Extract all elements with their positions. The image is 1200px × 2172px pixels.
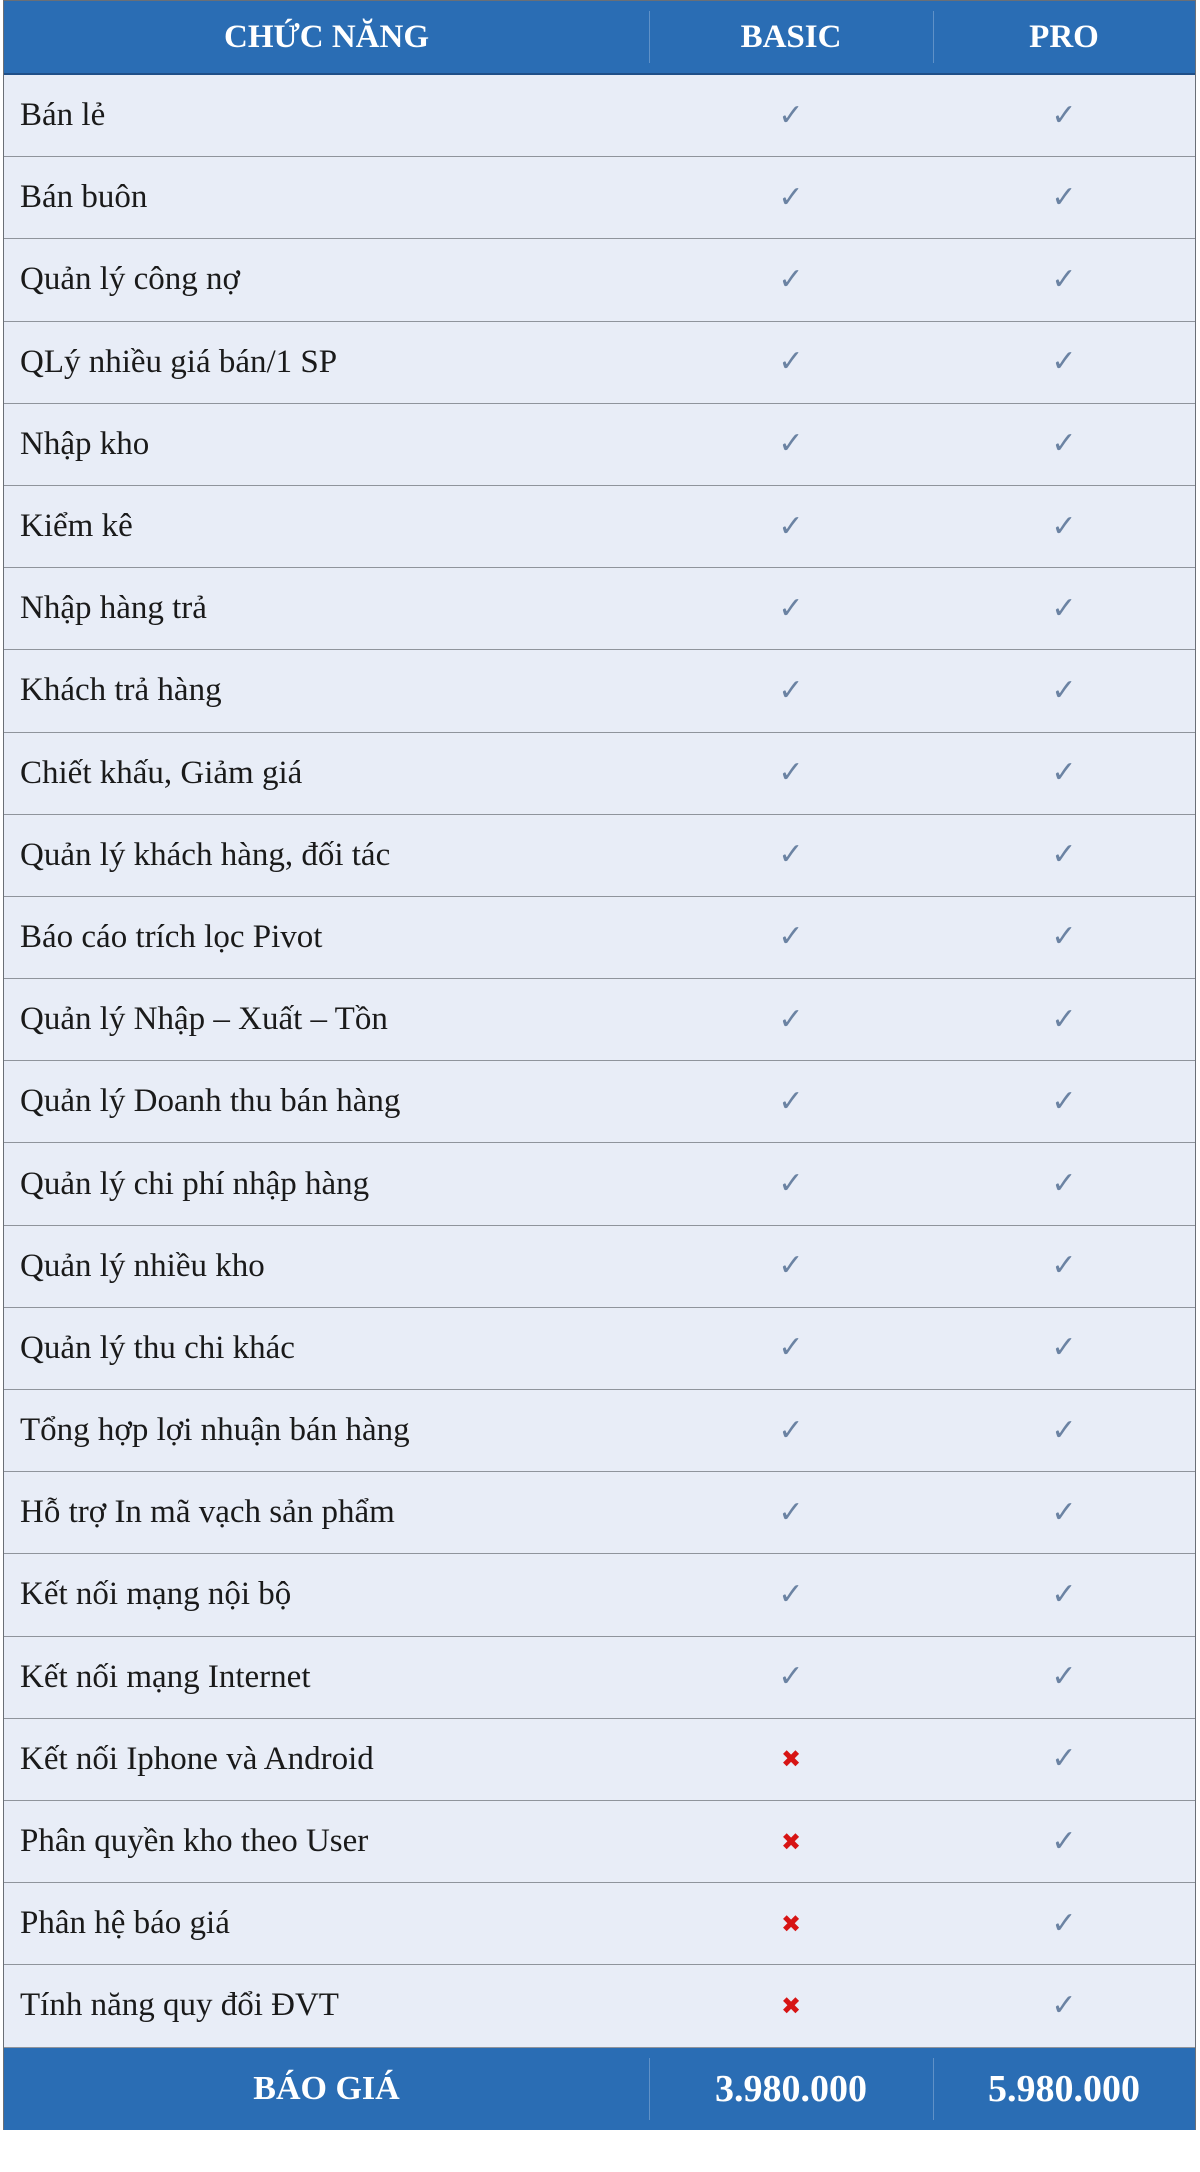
price-label: BÁO GIÁ (253, 2069, 400, 2107)
basic-support-cell (649, 1965, 933, 2047)
check-icon: ✓ (1051, 1659, 1077, 1695)
header-feature-cell (4, 1, 649, 75)
check-icon: ✓ (1051, 1741, 1077, 1777)
check-icon: ✓ (1051, 1823, 1077, 1859)
basic-support-cell (649, 1061, 933, 1143)
pro-support-cell (933, 733, 1195, 815)
feature-cell (4, 1143, 649, 1225)
check-icon: ✓ (778, 179, 804, 215)
pro-support-cell (933, 1308, 1195, 1390)
feature-cell (4, 322, 649, 404)
pro-support-cell (933, 979, 1195, 1061)
pro-price-cell (933, 2048, 1195, 2130)
feature-cell (4, 650, 649, 732)
feature-label: Quản lý Doanh thu bán hàng (20, 1083, 401, 1120)
check-icon: ✓ (1051, 426, 1077, 462)
feature-cell (4, 157, 649, 239)
pro-support-cell (933, 568, 1195, 650)
feature-cell (4, 486, 649, 568)
basic-support-cell (649, 897, 933, 979)
feature-label: Bán buôn (20, 179, 148, 216)
check-icon: ✓ (778, 1083, 804, 1119)
basic-support-cell (649, 733, 933, 815)
feature-label: Báo cáo trích lọc Pivot (20, 918, 323, 955)
feature-label: Phân hệ báo giá (20, 1905, 230, 1942)
feature-cell (4, 1308, 649, 1390)
feature-label: Nhập hàng trả (20, 590, 207, 627)
feature-label: Chiết khấu, Giảm giá (20, 754, 303, 791)
check-icon: ✓ (1051, 1576, 1077, 1612)
check-icon: ✓ (1051, 179, 1077, 215)
feature-cell (4, 404, 649, 486)
feature-label: Bán lẻ (20, 97, 106, 134)
feature-cell (4, 75, 649, 157)
pro-support-cell (933, 1226, 1195, 1308)
pro-support-cell (933, 404, 1195, 486)
basic-support-cell (649, 1637, 933, 1719)
basic-support-cell (649, 404, 933, 486)
pro-support-cell (933, 322, 1195, 404)
basic-price: 3.980.000 (715, 2067, 867, 2110)
check-icon: ✓ (778, 1166, 804, 1202)
check-icon: ✓ (1051, 1330, 1077, 1366)
pro-support-cell (933, 239, 1195, 321)
basic-support-cell (649, 1226, 933, 1308)
feature-cell (4, 1965, 649, 2047)
basic-support-cell (649, 157, 933, 239)
basic-support-cell (649, 486, 933, 568)
table-grid (4, 1, 1195, 2129)
check-icon: ✓ (778, 344, 804, 380)
header-basic-label: BASIC (740, 18, 842, 55)
feature-cell (4, 1637, 649, 1719)
footer-label-cell (4, 2048, 649, 2130)
header-basic-cell (649, 1, 933, 75)
basic-support-cell (649, 815, 933, 897)
check-icon: ✓ (1051, 1987, 1077, 2023)
feature-cell (4, 1061, 649, 1143)
feature-cell (4, 239, 649, 321)
feature-label: Quản lý khách hàng, đối tác (20, 836, 391, 873)
check-icon: ✓ (1051, 755, 1077, 791)
check-icon: ✓ (1051, 590, 1077, 626)
pro-support-cell (933, 1390, 1195, 1472)
feature-cell (4, 1390, 649, 1472)
feature-cell (4, 979, 649, 1061)
pro-support-cell (933, 815, 1195, 897)
feature-label: Phân quyền kho theo User (20, 1823, 369, 1860)
check-icon: ✓ (1051, 1905, 1077, 1941)
check-icon: ✓ (1051, 1248, 1077, 1284)
check-icon: ✓ (778, 1248, 804, 1284)
feature-cell (4, 733, 649, 815)
check-icon: ✓ (1051, 261, 1077, 297)
check-icon: ✓ (778, 837, 804, 873)
header-pro-cell (933, 1, 1195, 75)
check-icon: ✓ (1051, 1001, 1077, 1037)
feature-label: Kết nối mạng Internet (20, 1658, 311, 1695)
basic-price-cell (649, 2048, 933, 2130)
feature-label: Kiểm kê (20, 508, 133, 545)
feature-cell (4, 568, 649, 650)
basic-support-cell (649, 979, 933, 1061)
pricing-comparison-table (3, 0, 1196, 2130)
check-icon: ✓ (1051, 1494, 1077, 1530)
pro-support-cell (933, 157, 1195, 239)
pro-support-cell (933, 897, 1195, 979)
check-icon: ✓ (778, 426, 804, 462)
header-feature-label: CHỨC NĂNG (223, 18, 429, 55)
basic-support-cell (649, 568, 933, 650)
feature-cell (4, 1472, 649, 1554)
feature-label: Quản lý Nhập – Xuất – Tồn (20, 1001, 388, 1038)
feature-label: Hỗ trợ In mã vạch sản phẩm (20, 1494, 395, 1531)
pro-support-cell (933, 1472, 1195, 1554)
check-icon: ✓ (1051, 97, 1077, 133)
feature-cell (4, 815, 649, 897)
header-pro-label: PRO (1029, 18, 1099, 55)
pro-support-cell (933, 1801, 1195, 1883)
check-icon: ✓ (1051, 837, 1077, 873)
check-icon: ✓ (778, 261, 804, 297)
feature-label: Kết nối mạng nội bộ (20, 1576, 292, 1613)
cross-icon: ✖ (780, 1827, 802, 1856)
feature-cell (4, 1719, 649, 1801)
check-icon: ✓ (778, 590, 804, 626)
check-icon: ✓ (1051, 1166, 1077, 1202)
check-icon: ✓ (1051, 1412, 1077, 1448)
basic-support-cell (649, 239, 933, 321)
basic-support-cell (649, 1883, 933, 1965)
check-icon: ✓ (778, 1659, 804, 1695)
check-icon: ✓ (1051, 919, 1077, 955)
pro-support-cell (933, 1143, 1195, 1225)
cross-icon: ✖ (780, 1909, 802, 1938)
check-icon: ✓ (778, 1412, 804, 1448)
feature-label: Quản lý chi phí nhập hàng (20, 1165, 370, 1202)
basic-support-cell (649, 650, 933, 732)
check-icon: ✓ (1051, 344, 1077, 380)
pro-support-cell (933, 1554, 1195, 1636)
feature-cell (4, 1883, 649, 1965)
check-icon: ✓ (778, 1001, 804, 1037)
pro-support-cell (933, 1637, 1195, 1719)
feature-label: Tính năng quy đổi ĐVT (20, 1987, 339, 2024)
check-icon: ✓ (778, 508, 804, 544)
pro-price: 5.980.000 (988, 2067, 1140, 2110)
pro-support-cell (933, 650, 1195, 732)
feature-label: QLý nhiều giá bán/1 SP (20, 343, 338, 380)
pro-support-cell (933, 486, 1195, 568)
basic-support-cell (649, 322, 933, 404)
cross-icon: ✖ (780, 1991, 802, 2020)
basic-support-cell (649, 1801, 933, 1883)
pro-support-cell (933, 1719, 1195, 1801)
check-icon: ✓ (778, 1494, 804, 1530)
feature-cell (4, 1226, 649, 1308)
feature-cell (4, 897, 649, 979)
cross-icon: ✖ (780, 1745, 802, 1774)
pro-support-cell (933, 75, 1195, 157)
check-icon: ✓ (778, 672, 804, 708)
check-icon: ✓ (778, 1330, 804, 1366)
pro-support-cell (933, 1965, 1195, 2047)
basic-support-cell (649, 1308, 933, 1390)
check-icon: ✓ (1051, 1083, 1077, 1119)
check-icon: ✓ (778, 1576, 804, 1612)
pro-support-cell (933, 1883, 1195, 1965)
check-icon: ✓ (778, 919, 804, 955)
basic-support-cell (649, 1719, 933, 1801)
feature-label: Tổng hợp lợi nhuận bán hàng (20, 1412, 410, 1449)
check-icon: ✓ (1051, 672, 1077, 708)
feature-label: Quản lý thu chi khác (20, 1329, 295, 1366)
basic-support-cell (649, 1390, 933, 1472)
basic-support-cell (649, 1143, 933, 1225)
feature-label: Quản lý nhiều kho (20, 1247, 265, 1284)
feature-label: Kết nối Iphone và Android (20, 1740, 374, 1777)
basic-support-cell (649, 75, 933, 157)
check-icon: ✓ (778, 755, 804, 791)
feature-cell (4, 1554, 649, 1636)
basic-support-cell (649, 1554, 933, 1636)
check-icon: ✓ (778, 97, 804, 133)
basic-support-cell (649, 1472, 933, 1554)
pro-support-cell (933, 1061, 1195, 1143)
feature-cell (4, 1801, 649, 1883)
feature-label: Khách trả hàng (20, 672, 222, 709)
check-icon: ✓ (1051, 508, 1077, 544)
feature-label: Quản lý công nợ (20, 261, 240, 298)
feature-label: Nhập kho (20, 425, 150, 462)
